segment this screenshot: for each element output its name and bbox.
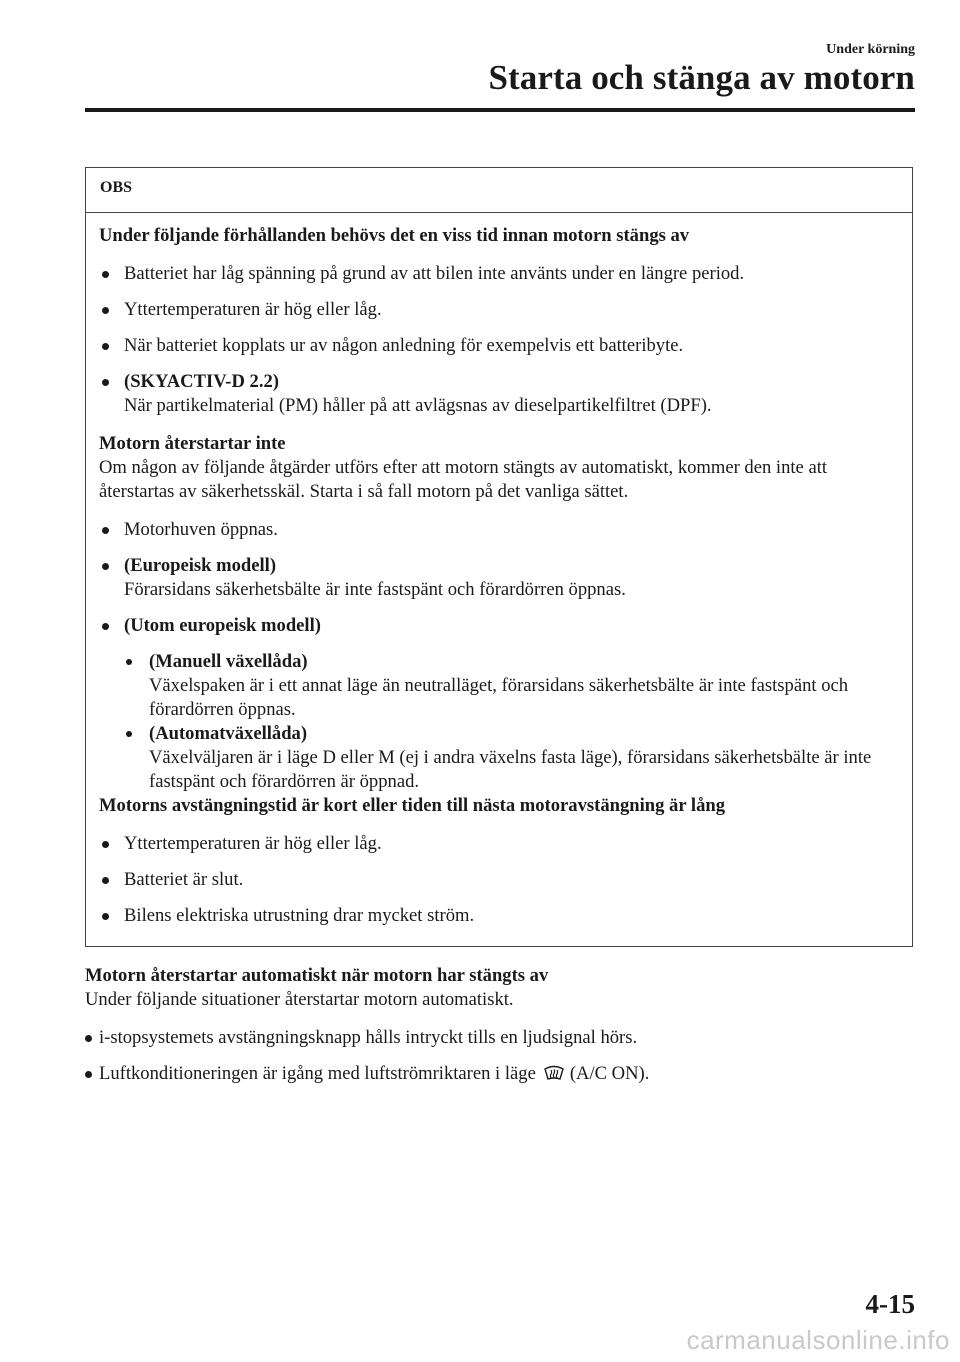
automatic-transmission-text: Växelväljaren är i läge D eller M (ej i andra växelns fasta läge), förarsidans säkerhetsbälte är inte fastspänt och förardörren är öppnad.: [149, 747, 872, 792]
obs-heading-no-restart: Motorn återstartar inte: [99, 433, 286, 454]
sub-list-item: [99, 722, 898, 794]
list-item: Bilens elektriska utrustning drar mycket ström.: [99, 904, 898, 928]
auto-restart-section: [85, 964, 915, 1086]
list-item: [99, 554, 898, 602]
section-label: Under körning: [826, 42, 915, 57]
page-number: 4-15: [865, 1289, 915, 1319]
shutdown-delay-list: [99, 262, 898, 418]
no-restart-paragraph: Om någon av följande åtgärder utförs efter att motorn stängts av automatiskt, kommer den inte att återstartas av säkerhetsskäl. Starta i så fall motorn på det vanliga sättet.: [99, 457, 828, 502]
obs-heading-shutdown-delay: Under följande förhållanden behövs det en viss tid innan motorn stängs av: [99, 225, 690, 246]
skyactiv-text: När partikelmaterial (PM) håller på att avlägsnas av dieselpartikelfiltret (DPF).: [124, 395, 712, 416]
list-item: [85, 1062, 915, 1086]
euro-model-label: (Europeisk modell): [124, 555, 277, 576]
euro-model-text: Förarsidans säkerhetsbälte är inte fastspänt och förardörren öppnas.: [124, 579, 626, 600]
non-euro-model-label: (Utom europeisk modell): [124, 615, 321, 636]
obs-heading-short-shutdown: Motorns avstängningstid är kort eller tiden till nästa motoravstängning är lång: [99, 795, 726, 816]
list-item: Yttertemperaturen är hög eller låg.: [99, 298, 898, 322]
page-title: Starta och stänga av motorn: [488, 58, 915, 97]
skyactiv-label: (SKYACTIV-D 2.2): [124, 371, 279, 392]
no-restart-list: [99, 518, 898, 794]
list-item: Motorhuven öppnas.: [99, 518, 898, 542]
auto-restart-list: [85, 1026, 915, 1086]
list-item: i-stopsystemets avstängningsknapp hålls intryckt tills en ljudsignal hörs.: [85, 1026, 915, 1050]
auto-restart-intro: Under följande situationer återstartar motorn automatiskt.: [85, 989, 514, 1010]
sub-list-item: [99, 650, 898, 722]
obs-body: [86, 213, 912, 928]
watermark: carmanualsonline.info: [686, 1325, 950, 1355]
list-item: Batteriet är slut.: [99, 868, 898, 892]
windshield-defroster-icon: [542, 1064, 566, 1082]
automatic-transmission-label: (Automatväxellåda): [149, 723, 308, 744]
list-item: När batteriet kopplats ur av någon anledning för exempelvis ett batteribyte.: [99, 334, 898, 358]
list-item: [99, 614, 898, 638]
ac-item-text: Luftkonditioneringen är igång med luftströmriktaren i läge: [99, 1063, 536, 1084]
ac-on-text: (A/C ON).: [569, 1063, 650, 1084]
short-shutdown-list: [99, 832, 898, 928]
manual-transmission-label: (Manuell växellåda): [149, 651, 308, 672]
auto-restart-heading: Motorn återstartar automatiskt när motorn har stängts av: [85, 965, 549, 986]
manual-transmission-text: Växelspaken är i ett annat läge än neutralläget, förarsidans säkerhetsbälte är inte fastspänt och förardörren öppnas.: [149, 675, 849, 720]
list-item: Yttertemperaturen är hög eller låg.: [99, 832, 898, 856]
title-divider: [85, 108, 915, 112]
list-item: Batteriet har låg spänning på grund av att bilen inte använts under en längre period.: [99, 262, 898, 286]
obs-note-box: [85, 167, 913, 947]
obs-label: OBS: [86, 168, 912, 213]
list-item: [99, 370, 898, 418]
